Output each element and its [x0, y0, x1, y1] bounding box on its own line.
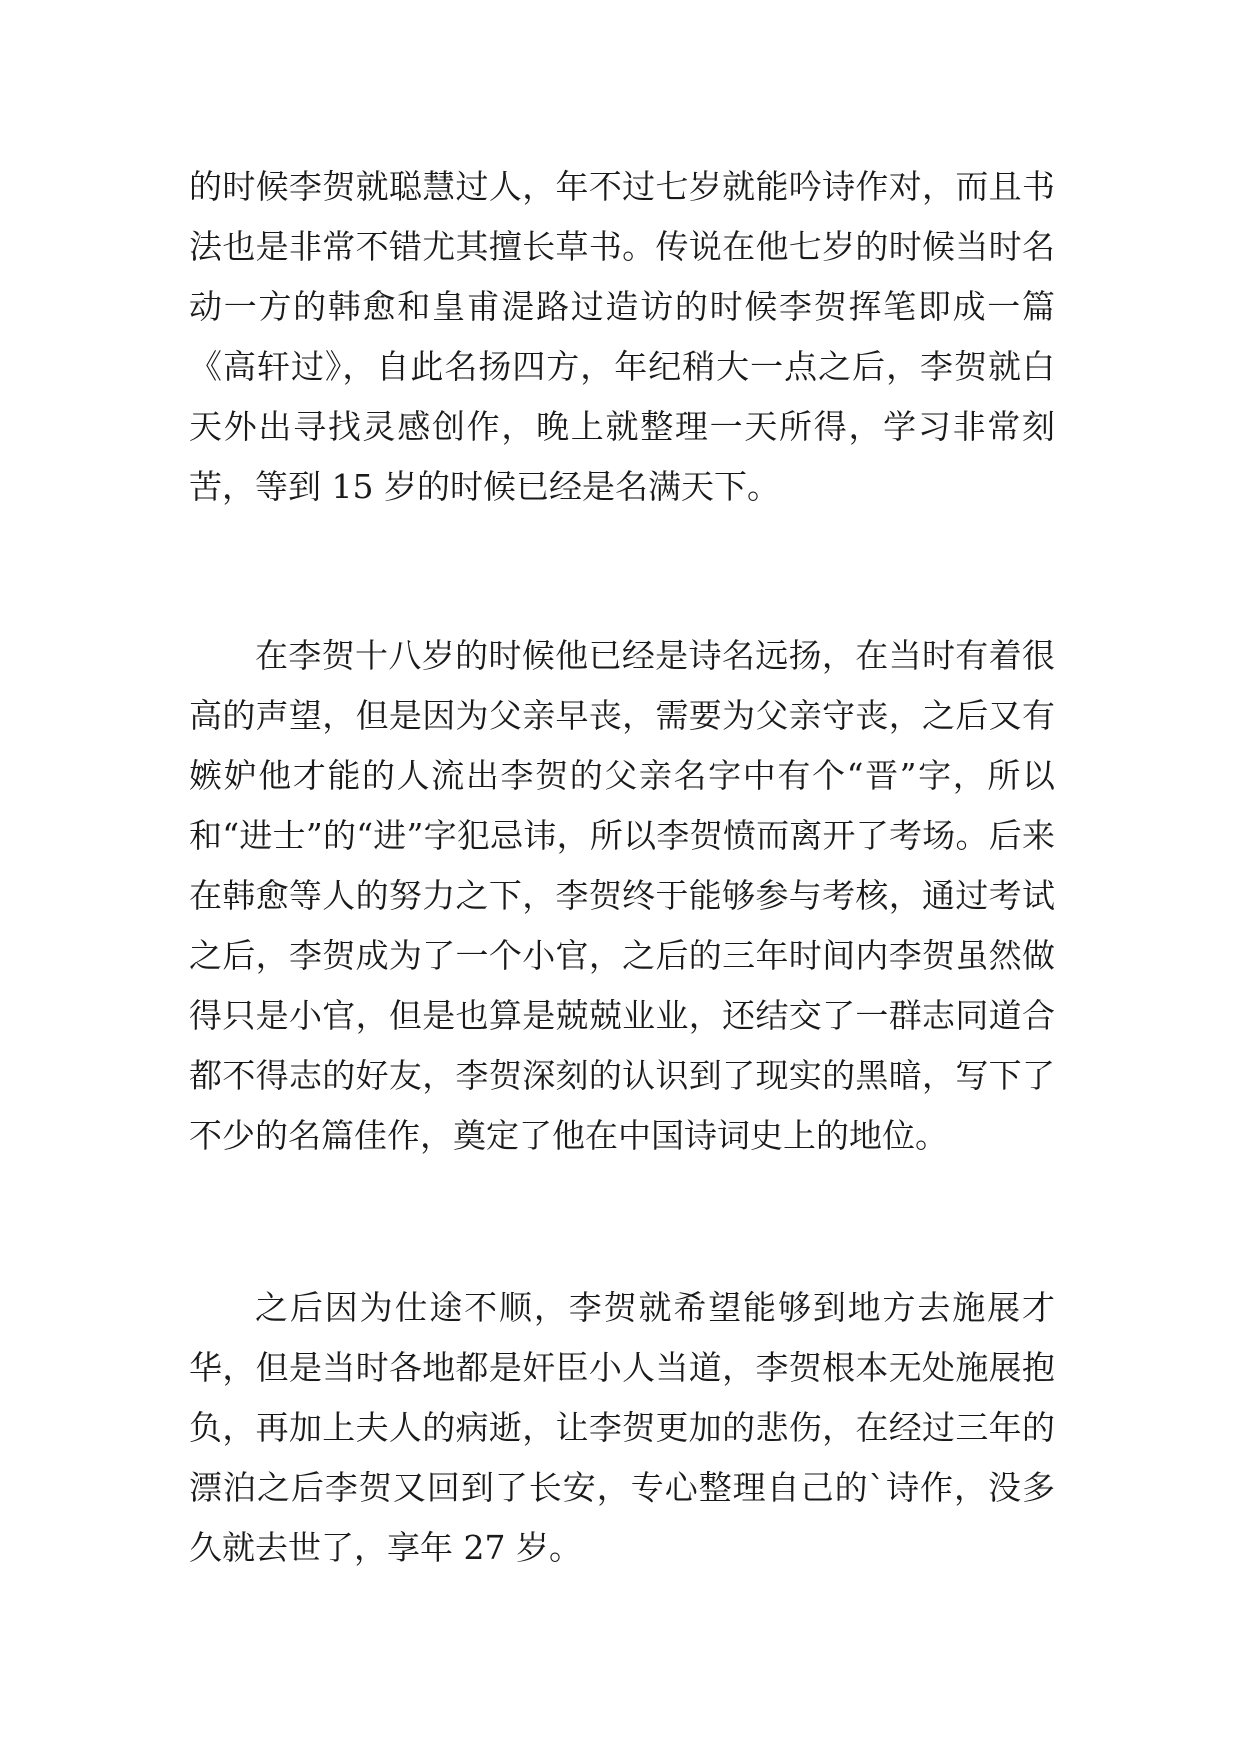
- paragraph-1: 的时候李贺就聪慧过人，年不过七岁就能吟诗作对，而且书法也是非常不错尤其擅长草书。传说在他七岁的时候当时名动一方的韩愈和皇甫湜路过造访的时候李贺挥笔即成一篇《高轩过》，自此名扬四方，年纪稍大一点之后，李贺就白天外出寻找灵感创作，晚上就整理一天所得，学习非常刻苦，等到 15 岁的时候已经是名满天下。: [189, 167, 1055, 506]
- paragraph-2: 在李贺十八岁的时候他已经是诗名远扬，在当时有着很高的声望，但是因为父亲早丧，需要为父亲守丧，之后又有嫉妒他才能的人流出李贺的父亲名字中有个“晋”字，所以和“进士”的“进”字犯忌讳，所以李贺愤而离开了考场。后来在韩愈等人的努力之下，李贺终于能够参与考核，通过考试之后，李贺成为了一个小官，之后的三年时间内李贺虽然做得只是小官，但是也算是兢兢业业，还结交了一群志同道合都不得志的好友，李贺深刻的认识到了现实的黑暗，写下了不少的名篇佳作，奠定了他在中国诗词史上的地位。: [189, 636, 1055, 1155]
- paragraph-3: 之后因为仕途不顺，李贺就希望能够到地方去施展才华，但是当时各地都是奸臣小人当道，李贺根本无处施展抱负，再加上夫人的病逝，让李贺更加的悲伤，在经过三年的漂泊之后李贺又回到了长安，专心整理自己的`诗作，没多久就去世了，享年 27 岁。: [189, 1288, 1055, 1567]
